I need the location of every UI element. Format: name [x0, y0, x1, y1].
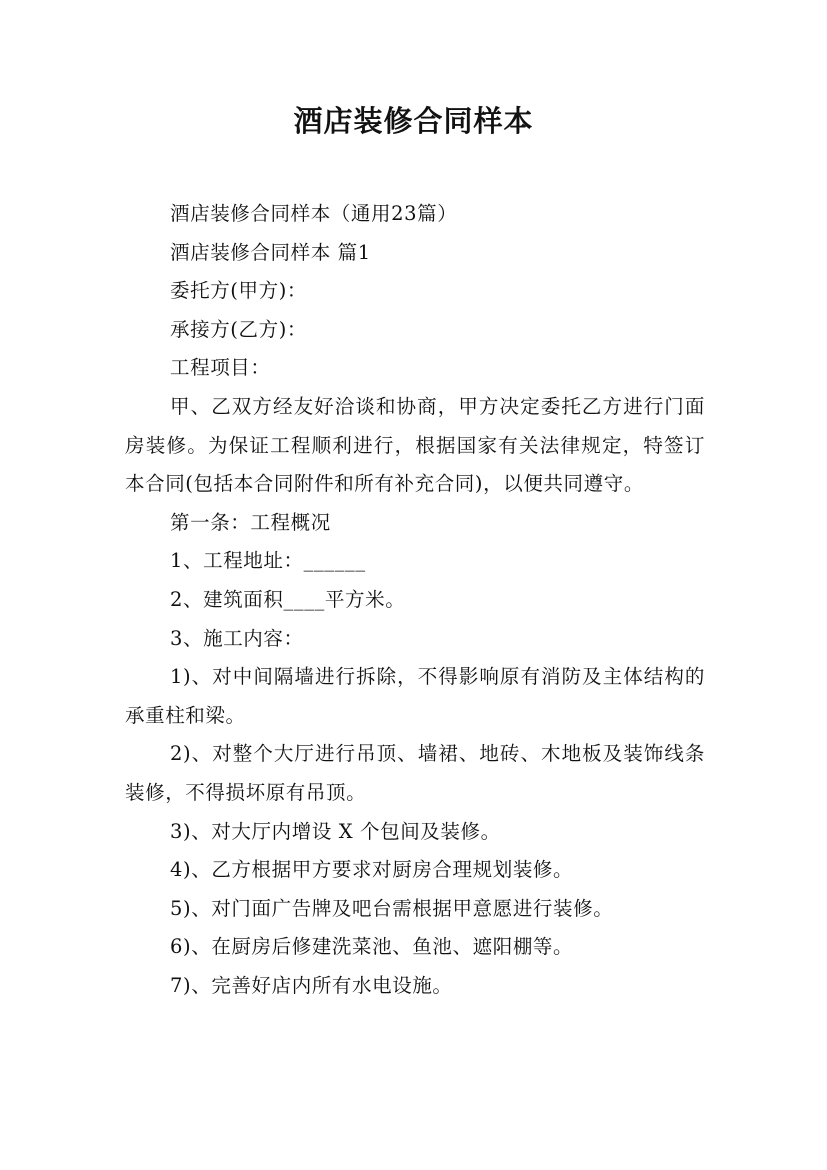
paragraph-area: 2、建筑面积____平方米。 — [170, 587, 406, 611]
paragraph-item-4: 4)、乙方根据甲方要求对厨房合理规划装修。 — [170, 858, 574, 882]
document-body — [125, 195, 705, 1005]
document-title: 酒店装修合同样本 — [293, 104, 534, 138]
paragraph-article-1: 第一条：工程概况 — [170, 510, 331, 534]
paragraph-preamble: 甲、乙双方经友好洽谈和协商，甲方决定委托乙方进行门面房装修。为保证工程顺利进行，根据国家有关法律规定，特签订本合同(包括本合同附件和所有补充合同)，以便共同遵守。 — [125, 394, 705, 496]
paragraph-item-3: 3)、对大厅内增设 X 个包间及装修。 — [170, 819, 501, 843]
paragraph-party-a: 委托方(甲方)： — [170, 279, 308, 303]
paragraph-section-heading: 酒店装修合同样本 篇1 — [170, 240, 371, 264]
paragraph-party-b: 承接方(乙方)： — [170, 317, 308, 341]
paragraph-subtitle: 酒店装修合同样本（通用23篇） — [170, 202, 458, 225]
paragraph-item-1: 1)、对中间隔墙进行拆除，不得影响原有消防及主体结构的承重柱和梁。 — [125, 665, 705, 727]
paragraph-item-5: 5)、对门面广告牌及吧台需根据甲意愿进行装修。 — [170, 896, 614, 920]
paragraph-project: 工程项目： — [170, 356, 271, 380]
paragraph-item-7: 7)、完善好店内所有水电设施。 — [170, 973, 453, 997]
paragraph-item-6: 6)、在厨房后修建洗菜池、鱼池、遮阳棚等。 — [170, 935, 574, 959]
paragraph-address: 1、工程地址：______ — [170, 549, 366, 573]
paragraph-item-2: 2)、对整个大厅进行吊顶、墙裙、地砖、木地板及装饰线条装修，不得损坏原有吊顶。 — [125, 742, 705, 804]
paragraph-content: 3、施工内容： — [170, 626, 304, 650]
